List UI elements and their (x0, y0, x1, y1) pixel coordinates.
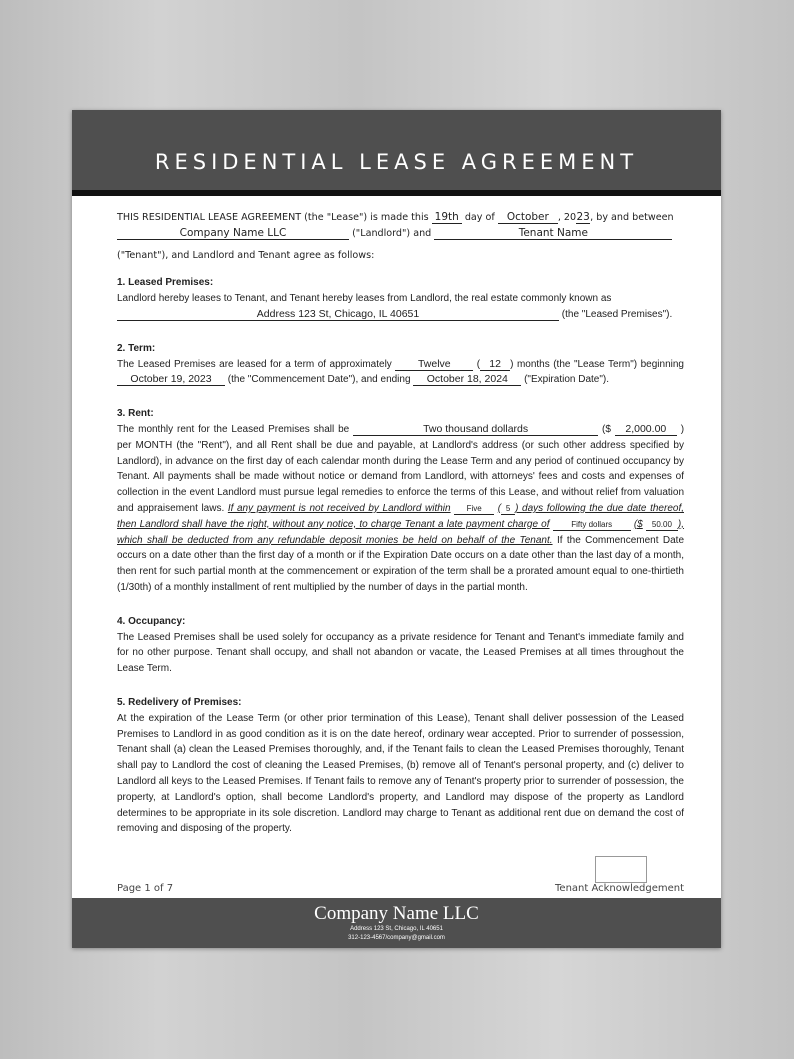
intro-paragraph (117, 210, 684, 263)
rent-paragraph (117, 422, 684, 596)
document-header (72, 110, 721, 190)
text: (the "Commencement Date"), and ending (227, 374, 411, 386)
tenant-acknowledgement-label: Tenant Acknowledgement (555, 883, 684, 894)
late-days-words-field[interactable]: Five (454, 503, 494, 515)
document-body (117, 210, 684, 837)
late-fee-amount-field[interactable]: 50.00 (646, 519, 678, 531)
text: THIS RESIDENTIAL LEASE AGREEMENT (the "Lease") is made this (117, 212, 429, 223)
text: ) (510, 358, 514, 370)
month-field[interactable]: October (498, 212, 558, 224)
redelivery-paragraph: At the expiration of the Lease Term (or other prior termination of this Lease), Tenant shall deliver possession of the Leased Premises to Landlord in as good condition as it is on the date hereof, ordinary wear accepted. Prior to surrender of possession, Tenant shall (a) clean the Leased Premises thoroughly, and, if the Tenant fails to clean the Leased Premises thoroughly, Tenant shall pay to Landlord the cost of cleaning the Leased Premises, (b) remove all of Tenant's personal property, and (c) deliver to Landlord all keys to the Leased Premises. If Tenant fails to remove any of Tenant's property prior to surrender of possession, the property, at Landlord's option, shall become Landlord's property, and Landlord may dispose of the property as Landlord determines to be appropriate in its sole discretion. Landlord may charge to Tenant as additional rent due on demand the cost of removing and disposing of the property. (117, 712, 684, 835)
footer-contact: 312-123-4567/company@gmail.com (348, 935, 445, 941)
landlord-field[interactable]: Company Name LLC (117, 228, 349, 240)
section-heading: 2. Term: (117, 342, 156, 354)
text: Landlord hereby leases to Tenant, and Tenant hereby leases from Landlord, the real estate commonly known as (117, 293, 612, 305)
text: ) days following the due date thereof, then Landlord shall have the right, without any notice, to charge Tenant a late payment charge of (117, 502, 684, 530)
section-heading: 4. Occupancy: (117, 615, 186, 627)
text: (the "Leased Premises"). (561, 308, 673, 320)
footer-company-name: Company Name LLC (314, 903, 479, 924)
day-field[interactable]: 19th (432, 212, 462, 224)
text: The monthly rent for the Leased Premises shall be (117, 423, 350, 435)
occupancy-paragraph: The Leased Premises shall be used solely for occupancy as a private residence for Tenant and Tenant's immediate family and for no other purpose. Tenant shall occupy, and shall not abandon or vacate, the Leased Premises at all times throughout the Lease Term. (117, 631, 684, 675)
section-heading: 3. Rent: (117, 408, 154, 420)
text: , 20 (557, 212, 577, 223)
lease-page (72, 110, 721, 948)
year-field[interactable]: 23 (576, 211, 590, 223)
term-number-field[interactable]: 12 (480, 359, 510, 371)
term-paragraph (117, 357, 684, 389)
rent-words-field[interactable]: Two thousand dollards (353, 424, 598, 436)
text: ("Tenant"), and Landlord and Tenant agree as follows: (117, 249, 375, 261)
text: ( (476, 358, 481, 370)
rent-amount-field[interactable]: 2,000.00 (615, 424, 677, 436)
section-heading: 1. Leased Premises: (117, 277, 214, 289)
text: ), which shall be deducted from any refundable deposit monies be held on behalf of the Tenant. (117, 518, 685, 546)
section-heading: 5. Redelivery of Premises: (117, 696, 242, 708)
text: ("Expiration Date"). (524, 374, 610, 386)
tenant-field[interactable]: Tenant Name (434, 228, 672, 240)
late-days-number-field[interactable]: 5 (501, 503, 515, 515)
text: months (the "Lease Term") beginning (516, 358, 684, 370)
text: ( (497, 502, 502, 514)
end-date-field[interactable]: October 18, 2024 (413, 374, 521, 386)
address-field[interactable]: Address 123 St, Chicago, IL 40651 (117, 309, 559, 321)
text: If any payment is not received by Landlord within (227, 502, 451, 514)
text: ($ (633, 518, 643, 530)
text: The Leased Premises are leased for a term of approximately (117, 358, 392, 370)
document-footer (72, 898, 721, 948)
text: , by and between (590, 212, 674, 223)
text: day of (464, 212, 495, 223)
leased-premises-paragraph (117, 291, 684, 323)
text: ) (680, 423, 685, 435)
page-number: Page 1 of 7 (117, 883, 174, 894)
text: per MONTH (the "Rent"), and all Rent shall be due and payable, at Landlord's address (or such other address specified by Landlord), in advance on the first day of each calendar month during the Lease Term and any period of continued occupancy by Tenant. All payments shall be made without notice or demand from Landlord, with attorneys' fees and costs and expenses of collection in the event Landlord must pursue legal remedies to enforce the terms of this Lease, and without relief from valuation and appraisement laws. (117, 439, 684, 514)
start-date-field[interactable]: October 19, 2023 (117, 374, 225, 386)
tenant-initials-box[interactable] (595, 856, 647, 883)
late-fee-words-field[interactable]: Fifty dollars (553, 519, 631, 531)
text: If the Commencement Date occurs on a date other than the first day of a month or if the Expiration Date occurs on a date other than the last day of a month, then rent for such partial month at the commencement or expiration of the term shall be a prorated amount equal to one-thirtieth (1/30th) of a monthly installment of rent multiplied by the number of days in the partial month. (117, 534, 685, 593)
term-words-field[interactable]: Twelve (395, 359, 473, 371)
text: ($ (602, 423, 611, 435)
text: ("Landlord") and (352, 227, 432, 239)
document-title: RESIDENTIAL LEASE AGREEMENT (154, 150, 639, 174)
footer-address: Address 123 St, Chicago, IL 40651 (350, 926, 443, 932)
header-divider (72, 190, 721, 196)
